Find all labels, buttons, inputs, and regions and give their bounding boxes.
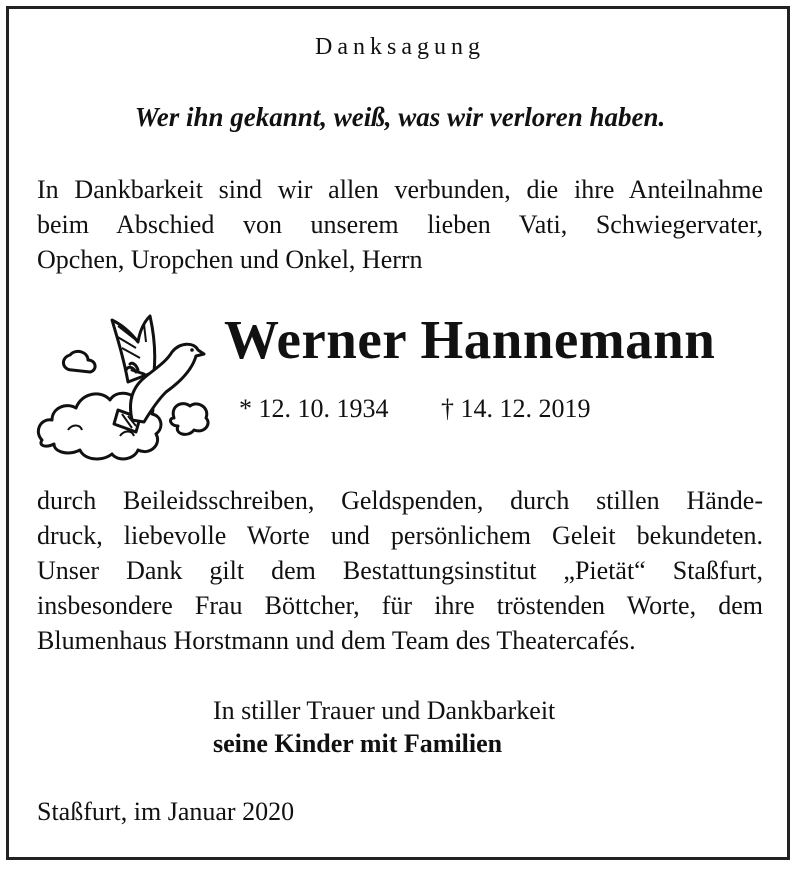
intro-line: beim Abschied von unserem lieben Vati, Schwiegervater, [37, 210, 763, 239]
death-date: † 14. 12. 2019 [441, 394, 591, 423]
thanks-paragraph [37, 483, 763, 658]
thanks-line: Unser Dank gilt dem Bestattungsinstitut „Pietät“ Staßfurt, [37, 556, 763, 585]
signature: seine Kinder mit Familien [213, 729, 503, 758]
notice-heading: Danksagung [315, 34, 485, 60]
deceased-name: Werner Hannemann [224, 309, 716, 370]
thanks-line: insbesondere Frau Böttcher, für ihre tröstenden Worte, dem [37, 591, 763, 620]
birth-date: * 12. 10. 1934 [239, 394, 389, 423]
intro-line: In Dankbarkeit sind wir allen verbunden, die ihre Anteilnahme [37, 175, 763, 204]
thanks-line: durch Beileidsschreiben, Geldspenden, durch stillen Hände- [37, 486, 763, 515]
thanks-line: druck, liebevolle Worte und persönlichem Geleit bekundeten. [37, 521, 763, 550]
intro-line: Opchen, Uropchen und Onkel, Herrn [37, 245, 423, 274]
intro-paragraph [37, 172, 763, 277]
closing-line: In stiller Trauer und Dankbarkeit [213, 696, 556, 725]
place-date: Staßfurt, im Januar 2020 [37, 797, 295, 826]
notice-motto: Wer ihn gekannt, weiß, was wir verloren haben. [134, 102, 666, 132]
dove-on-cloud-icon [32, 300, 212, 465]
thanks-line: Blumenhaus Horstmann und dem Team des Theatercafés. [37, 626, 636, 655]
